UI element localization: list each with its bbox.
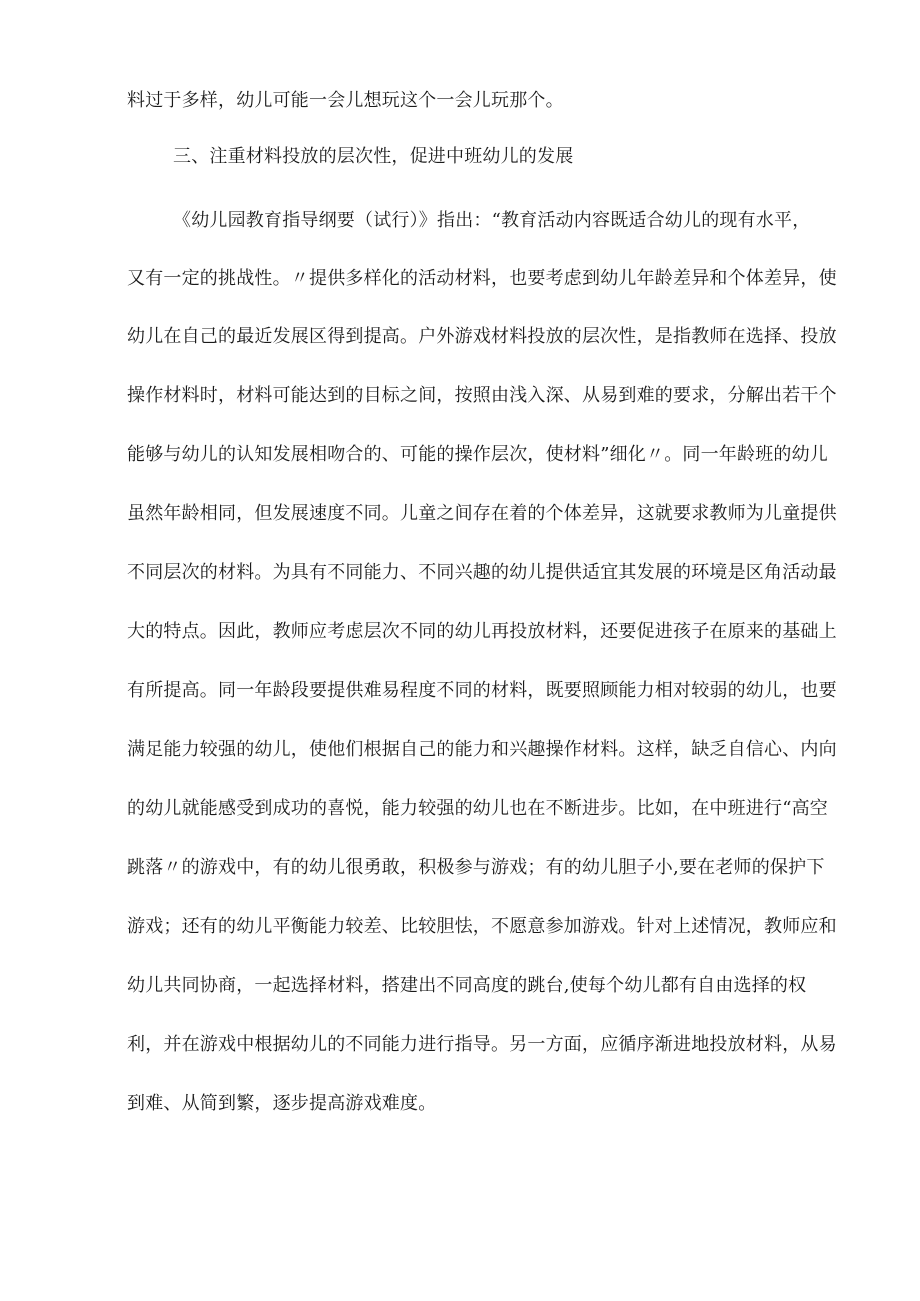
body-line: 又有一定的挑战性。〃提供多样化的活动材料，也要考虑到幼儿年龄差异和个体差异，使	[127, 268, 837, 289]
body-line: 大的特点。因此，教师应考虑层次不同的幼儿再投放材料，还要促进孩子在原来的基础上	[127, 621, 837, 642]
body-line: 的幼儿就能感受到成功的喜悦，能力较强的幼儿也在不断进步。比如，在中班进行“高空	[127, 798, 828, 819]
body-line: 《幼儿园教育指导纲要（试行）》指出：“教育活动内容既适合幼儿的现有水平，	[173, 210, 811, 231]
body-line: 幼儿共同协商，一起选择材料，搭建出不同高度的跳台,使每个幼儿都有自由选择的权	[127, 975, 807, 996]
paragraph-continuation-line: 料过于多样，幼儿可能一会儿想玩这个一会儿玩那个。	[127, 90, 564, 111]
body-line: 有所提高。同一年龄段要提供难易程度不同的材料，既要照顾能力相对较弱的幼儿，也要	[127, 680, 837, 701]
body-line: 游戏；还有的幼儿平衡能力较差、比较胆怯，不愿意参加游戏。针对上述情况，教师应和	[127, 916, 837, 937]
body-line: 利，并在游戏中根据幼儿的不同能力进行指导。另一方面，应循序渐进地投放材料，从易	[127, 1034, 837, 1055]
body-line: 跳落〃的游戏中，有的幼儿很勇敢，积极参与游戏；有的幼儿胆子小,要在老师的保护下	[127, 857, 825, 878]
body-line: 幼儿在自己的最近发展区得到提高。户外游戏材料投放的层次性，是指教师在选择、投放	[127, 326, 837, 347]
body-line-last: 到难、从简到繁，逐步提高游戏难度。	[127, 1093, 437, 1114]
body-line: 能够与幼儿的认知发展相吻合的、可能的操作层次，使材料”细化〃。同一年龄班的幼儿	[127, 444, 828, 465]
body-line: 满足能力较强的幼儿，使他们根据自己的能力和兴趣操作材料。这样，缺乏自信心、内向	[127, 739, 837, 760]
section-heading: 三、注重材料投放的层次性，促进中班幼儿的发展	[173, 146, 574, 167]
body-line: 虽然年龄相同，但发展速度不同。儿童之间存在着的个体差异，这就要求教师为儿童提供	[127, 503, 837, 524]
body-line: 不同层次的材料。为具有不同能力、不同兴趣的幼儿提供适宜其发展的环境是区角活动最	[127, 562, 837, 583]
body-line: 操作材料时，材料可能达到的目标之间，按照由浅入深、从易到难的要求，分解出若干个	[127, 385, 837, 406]
